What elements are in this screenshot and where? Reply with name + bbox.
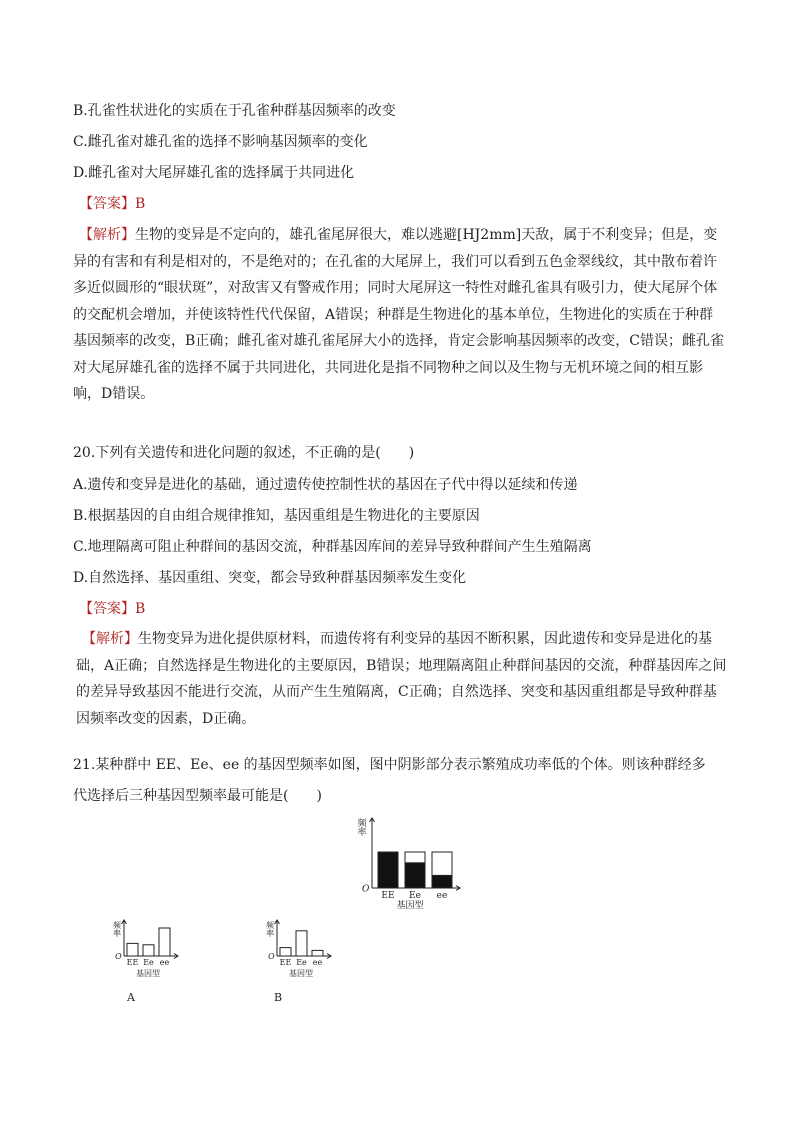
q20-option-b: B.根据基因的自由组合规律推知，基因重组是生物进化的主要原因 (73, 508, 480, 524)
option-b-label: B (274, 991, 283, 1004)
q20-analysis (76, 626, 728, 732)
q19-option-d: D.雌孔雀对大尾屏雄孔雀的选择属于共同进化 (73, 165, 355, 181)
answer-value: B (135, 601, 146, 617)
y-axis-label: 率 (113, 929, 121, 938)
option-b-chart (263, 918, 343, 978)
q20-option-c: C.地理隔离可阻止种群间的基因交流，种群基因库间的差异导致种群间产生生殖隔离 (73, 539, 592, 555)
x-tick-label: ee (312, 958, 323, 967)
x-tick-label: EE (126, 958, 139, 967)
q19-option-c: C.雌孔雀对雄孔雀的选择不影响基因频率的变化 (73, 134, 368, 150)
y-axis-label: 率 (266, 929, 274, 938)
bar (296, 931, 307, 956)
q20-option-d: D.自然选择、基因重组、突变，都会导致种群基因频率发生变化 (73, 570, 467, 586)
option-a-svg (110, 918, 190, 978)
option-b-svg (263, 918, 343, 978)
q19-option-b: B.孔雀性状进化的实质在于孔雀种群基因频率的改变 (73, 103, 396, 119)
q19-answer (79, 195, 739, 213)
q20-answer (79, 600, 739, 618)
analysis-text: 生物的变异是不定向的，雄孔雀尾屏很大，难以逃避[HJ2mm]天敌，属于不利变异；但是，变异的有害和有利是相对的，不是绝对的；在孔雀的大尾屏上，我们可以看到五色金翠线纹，其中散布着许多近似圆形的“眼状斑”，对敌害又有警戒作用；同时大尾屏这一特性对雌孔雀具有吸引力，使大尾屏个体的交配机会增加，并使该特性代代保留，A错误；种群是生物进化的基本单位，生物进化的实质在于种群基因频率的改变，B正确；雌孔雀对雄孔雀尾屏大小的选择，肯定会影响基因频率的改变，C错误；雌孔雀对大尾屏雄孔雀的选择不属于共同进化，共同进化是指不同物种之间以及生物与无机环境之间的相互影响，D错误。 (73, 227, 724, 402)
origin-label: O (115, 952, 122, 962)
analysis-text: 生物变异为进化提供原材料，而遗传将有利变异的基因不断积累，因此遗传和变异是进化的基础，A正确；自然选择是生物进化的主要原因，B错误；地理隔离阻止种群间基因的交流，种群基因库之间的差异导致基因不能进行交流，从而产生生殖隔离，C正确；自然选择、突变和基因重组都是导致种群基因频率改变的因素，D正确。 (76, 631, 727, 727)
bar (280, 948, 291, 956)
bar (159, 928, 170, 956)
x-tick-label: ee (159, 958, 170, 967)
q19-analysis (73, 222, 727, 408)
q21-stem-line1: 21.某种群中 EE、Ee、ee 的基因型频率如图，图中阴影部分表示繁殖成功率低的个体。则该种群经多 (73, 757, 706, 773)
answer-value: B (135, 196, 146, 212)
y-axis-label: 频 (357, 819, 367, 829)
q20-option-a: A.遗传和变异是进化的基础，通过遗传使控制性状的基因在子代中得以延续和传递 (73, 477, 578, 493)
q21-stem-line2: 代选择后三种基因型频率最可能是( ) (73, 788, 322, 804)
x-axis-label: 基因型 (396, 901, 424, 911)
bar (127, 943, 138, 956)
x-axis-label: 基因型 (289, 969, 313, 978)
bar (432, 852, 452, 875)
option-a-label: A (127, 991, 135, 1004)
y-axis-label: 频 (266, 921, 274, 930)
x-tick-label: Ee (143, 958, 154, 967)
bar (405, 852, 425, 863)
q20-stem: 20.下列有关遗传和进化问题的叙述，不正确的是( ) (73, 445, 415, 461)
answer-tag: 【答案】 (79, 601, 135, 617)
answer-tag: 【答案】 (79, 196, 135, 212)
origin-label: O (268, 952, 275, 962)
x-tick-label: ee (436, 891, 448, 901)
question-figure-svg (350, 812, 470, 912)
x-tick-label: EE (381, 891, 395, 901)
option-a-chart (110, 918, 190, 978)
origin-label: O (362, 884, 370, 895)
y-axis-label: 率 (357, 828, 367, 838)
x-tick-label: Ee (296, 958, 307, 967)
x-tick-label: EE (279, 958, 292, 967)
y-axis-label: 频 (113, 921, 121, 930)
bar (312, 950, 323, 956)
bar (378, 852, 398, 888)
question-figure-chart (350, 812, 470, 912)
analysis-tag: 【解析】 (79, 227, 135, 243)
bar (405, 863, 425, 888)
analysis-tag: 【解析】 (82, 631, 138, 647)
x-tick-label: Ee (409, 891, 421, 901)
x-axis-label: 基因型 (136, 969, 160, 978)
bar (143, 945, 154, 956)
bar (432, 875, 452, 888)
